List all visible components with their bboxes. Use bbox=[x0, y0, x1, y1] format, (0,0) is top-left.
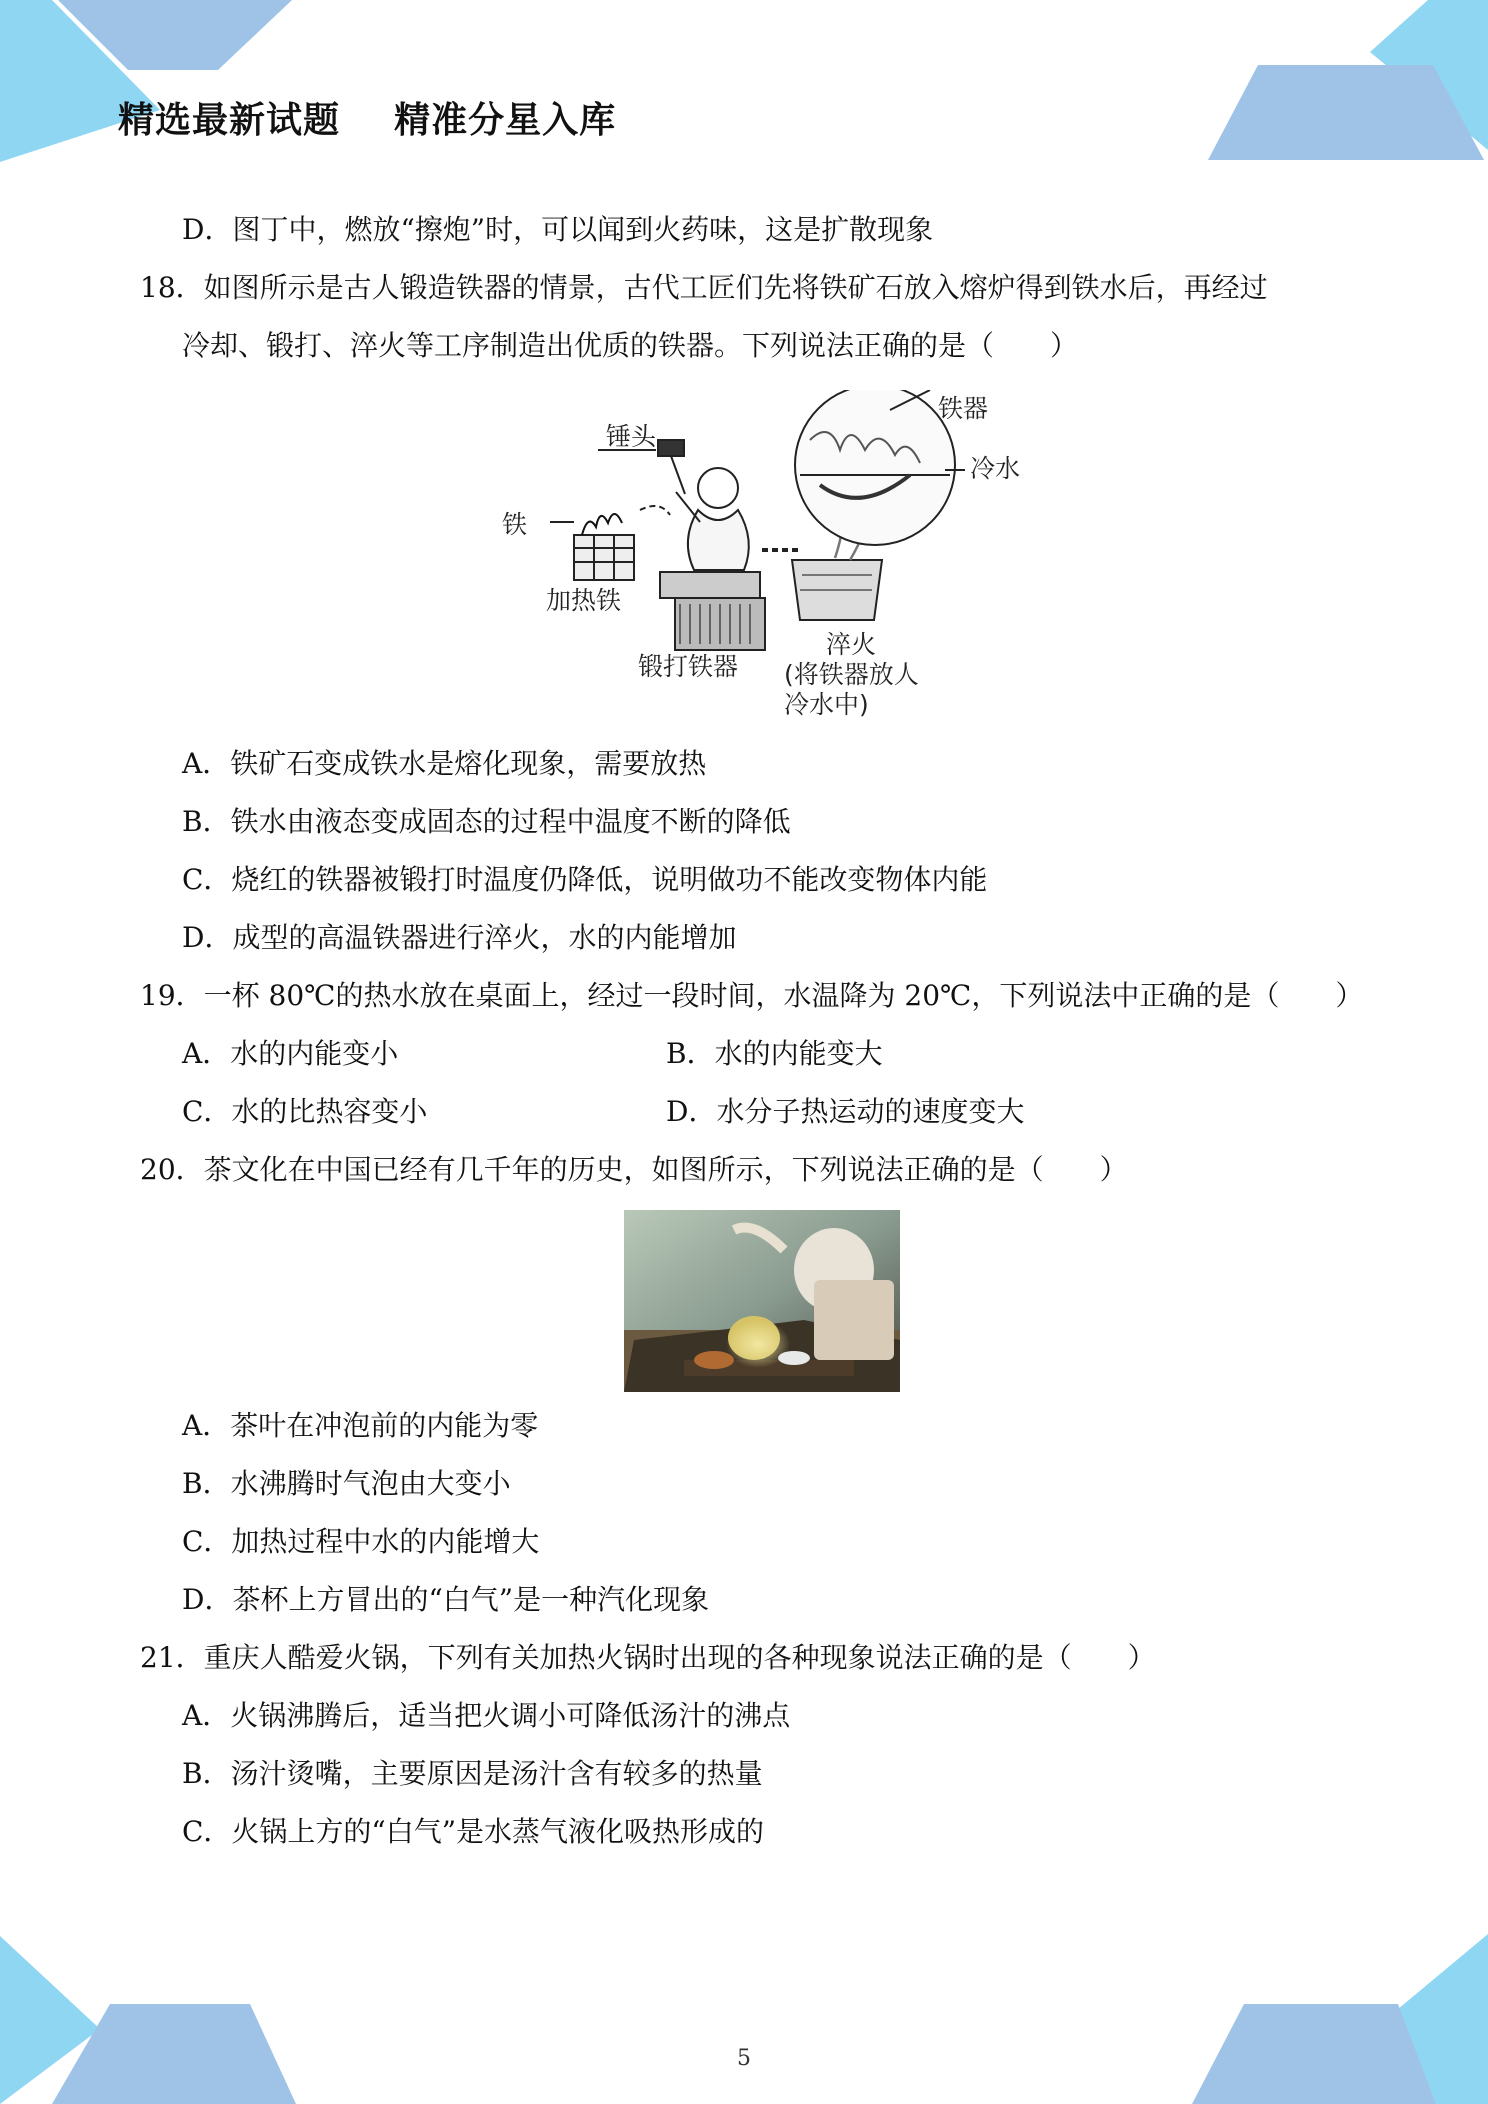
forging-illustration bbox=[490, 390, 1050, 730]
q19-option-d: D．水分子热运动的速度变大 bbox=[666, 1095, 1025, 1128]
q18-option-b: B．铁水由液态变成固态的过程中温度不断的降低 bbox=[182, 805, 791, 838]
header-title: 精选最新试题 精准分星入库 bbox=[118, 100, 617, 141]
q20-option-a: A．茶叶在冲泡前的内能为零 bbox=[182, 1409, 539, 1442]
q20-stem: 20．茶文化在中国已经有几千年的历史，如图所示，下列说法正确的是（ ） bbox=[140, 1153, 1128, 1186]
corner-decoration-bottom-left bbox=[0, 1924, 300, 2104]
label-cold-water: 冷水 bbox=[970, 454, 1021, 483]
q19-option-c: C．水的比热容变小 bbox=[182, 1095, 428, 1128]
q19-option-a: A．水的内能变小 bbox=[182, 1037, 399, 1070]
label-hammer: 锤头 bbox=[606, 422, 657, 451]
q18-stem: 18．如图所示是古人锻造铁器的情景，古代工匠们先将铁矿石放入熔炉得到铁水后，再经过 bbox=[140, 271, 1268, 304]
q17-option-d: D．图丁中，燃放“擦炮”时，可以闻到火药味，这是扩散现象 bbox=[182, 213, 934, 246]
label-quench-note: (将铁器放人 bbox=[784, 660, 919, 689]
tea-photo bbox=[624, 1210, 900, 1392]
q18-option-a: A．铁矿石变成铁水是熔化现象，需要放热 bbox=[182, 747, 707, 780]
q21-option-a: A．火锅沸腾后，适当把火调小可降低汤汁的沸点 bbox=[182, 1699, 791, 1732]
label-heat-iron: 加热铁 bbox=[546, 586, 622, 615]
q18-option-c: C．烧红的铁器被锻打时温度仍降低，说明做功不能改变物体内能 bbox=[182, 863, 988, 896]
forging-drawing bbox=[490, 390, 1050, 730]
label-quench-note-2: 冷水中) bbox=[784, 690, 869, 719]
q21-option-c: C．火锅上方的“白气”是水蒸气液化吸热形成的 bbox=[182, 1815, 765, 1848]
corner-decoration-top-right bbox=[1148, 0, 1488, 165]
q20-option-d: D．茶杯上方冒出的“白气”是一种汽化现象 bbox=[182, 1583, 710, 1616]
q21-stem: 21．重庆人酷爱火锅，下列有关加热火锅时出现的各种现象说法正确的是（ ） bbox=[140, 1641, 1156, 1674]
q20-option-c: C．加热过程中水的内能增大 bbox=[182, 1525, 540, 1558]
corner-decoration-top-left bbox=[0, 0, 300, 170]
label-iron-ware: 铁器 bbox=[938, 394, 989, 423]
q19-option-b: B．水的内能变大 bbox=[666, 1037, 883, 1070]
q20-option-b: B．水沸腾时气泡由大变小 bbox=[182, 1467, 511, 1500]
q18-option-d: D．成型的高温铁器进行淬火，水的内能增加 bbox=[182, 921, 737, 954]
corner-decoration-bottom-right bbox=[1188, 1924, 1488, 2104]
q21-option-b: B．汤汁烫嘴，主要原因是汤汁含有较多的热量 bbox=[182, 1757, 763, 1790]
label-quench: 淬火 bbox=[826, 630, 877, 659]
label-forge-iron: 锻打铁器 bbox=[638, 652, 739, 681]
page-number: 5 bbox=[737, 2046, 751, 2071]
q18-stem-continued: 冷却、锻打、淬火等工序制造出优质的铁器。下列说法正确的是（ ） bbox=[182, 329, 1079, 362]
q19-stem: 19．一杯 80℃的热水放在桌面上，经过一段时间，水温降为 20℃，下列说法中正确的是（ ） bbox=[140, 979, 1364, 1012]
label-iron: 铁 bbox=[502, 510, 528, 539]
